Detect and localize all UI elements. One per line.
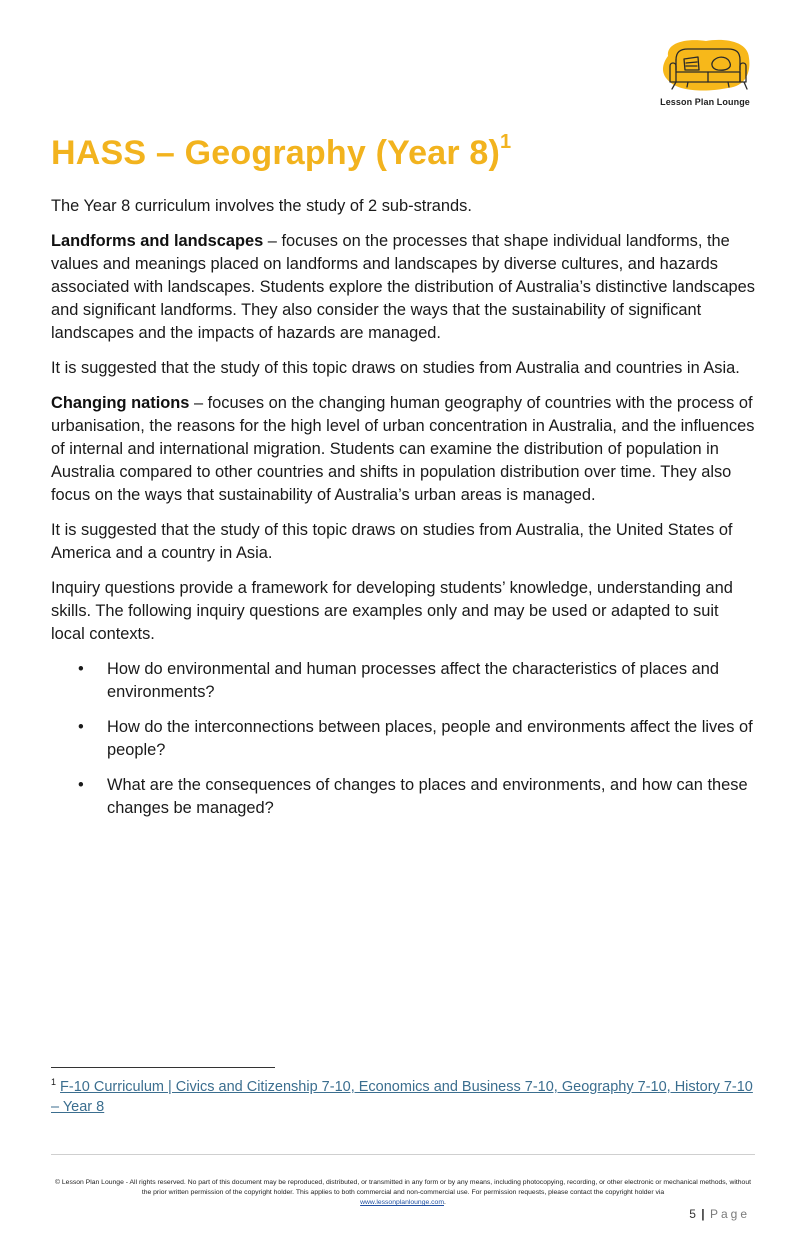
bullet-icon: • <box>78 660 84 678</box>
sofa-logo-icon <box>658 36 752 96</box>
list-item <box>78 774 756 820</box>
footnote-mark: 1 <box>51 1077 57 1088</box>
page-number <box>689 1207 750 1221</box>
changing-suggestion: It is suggested that the study of this topic draws on studies from Australia, the United States of America and a country in Asia. <box>51 521 733 562</box>
list-item <box>78 658 756 704</box>
title-footnote-ref[interactable]: 1 <box>500 130 512 153</box>
intro-paragraph: The Year 8 curriculum involves the study of 2 sub-strands. <box>51 197 472 215</box>
inquiry-questions-list <box>51 658 756 820</box>
logo <box>658 36 752 112</box>
landforms-paragraph <box>51 230 756 345</box>
copyright-end: . <box>444 1199 446 1206</box>
page-title-text: HASS – Geography (Year 8) <box>51 134 501 172</box>
changing-text: – focuses on the changing human geography of countries with the process of urbanisation, the reasons for the high level of urban concentration in Australia, and the influences of internal and international migration. Students can examine the distribution of population in Australia compared to other countries and shifts in population distribution over time. They also focus on the ways that sustainability of Australia’s urban areas is managed. <box>51 394 755 504</box>
landforms-text: – focuses on the processes that shape individual landforms, the values and meanings placed on landforms and landscapes by diverse cultures, and hazards associated with landscapes. Students explore the distribution of Australia’s distinctive landscapes and significant landforms. They also consider the ways that the sustainability of significant landscapes and the impacts of hazards are managed. <box>51 232 755 342</box>
website-link[interactable]: www.lessonplanlounge.com <box>360 1199 444 1206</box>
page-separator: | <box>701 1207 705 1221</box>
copyright-notice <box>51 1178 755 1208</box>
inquiry-intro: Inquiry questions provide a framework for developing students’ knowledge, understanding and skills. The following inquiry questions are examples only and may be used or adapted to suit local contexts. <box>51 579 733 643</box>
changing-heading: Changing nations <box>51 394 190 412</box>
page-label: Page <box>709 1207 750 1221</box>
footnote-link[interactable]: F-10 Curriculum | Civics and Citizenship 7-10, Economics and Business 7-10, Geography 7-10, History 7-10 – Year 8 <box>51 1079 753 1115</box>
copyright-text: © Lesson Plan Lounge - All rights reserved. No part of this document may be reproduced, distributed, or transmitted in any form or by any means, including photocopying, recording, or other electronic or mechanical methods, without the prior written permission of the copyright holder. This applies to both commercial and non-commercial use. For permission requests, please contact the copyright holder via <box>54 1179 751 1196</box>
bullet-icon: • <box>78 776 84 794</box>
bullet-icon: • <box>78 718 84 736</box>
footnote <box>51 1077 756 1117</box>
page-number-value: 5 <box>689 1207 696 1221</box>
landforms-suggestion: It is suggested that the study of this topic draws on studies from Australia and countries in Asia. <box>51 359 740 377</box>
question-text: How do the interconnections between places, people and environments affect the lives of people? <box>107 718 753 759</box>
footnote-divider <box>51 1067 275 1068</box>
question-text: What are the consequences of changes to places and environments, and how can these changes be managed? <box>107 776 748 817</box>
logo-text: Lesson Plan Lounge <box>660 97 750 107</box>
question-text: How do environmental and human processes affect the characteristics of places and environments? <box>107 660 719 701</box>
landforms-heading: Landforms and landscapes <box>51 232 264 250</box>
page-title <box>51 130 512 173</box>
footer-divider <box>51 1154 755 1155</box>
list-item <box>78 716 756 762</box>
changing-paragraph <box>51 392 756 507</box>
main-content <box>51 195 756 832</box>
